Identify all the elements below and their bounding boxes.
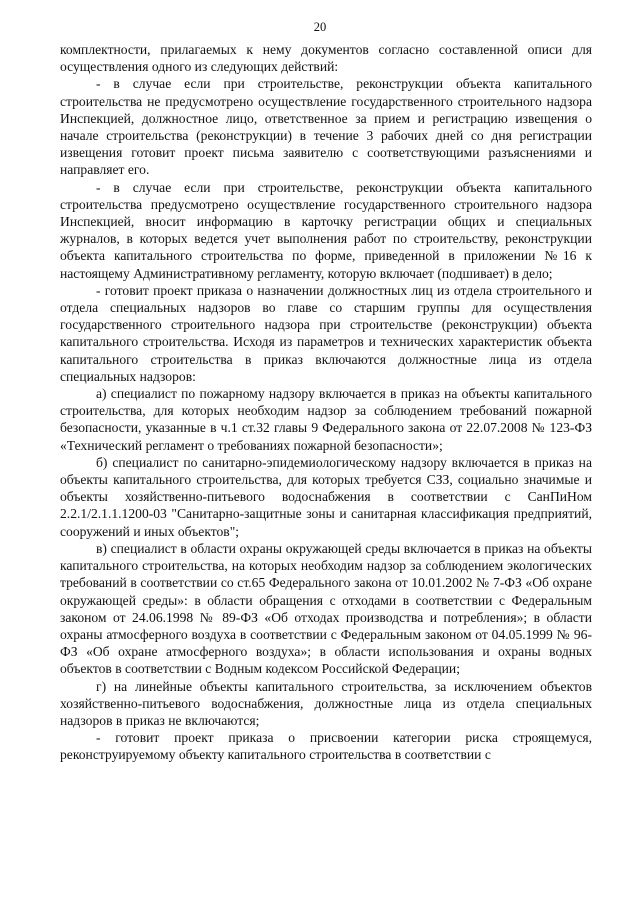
document-body — [60, 41, 592, 764]
paragraph-fire-specialist: а) специалист по пожарному надзору включается в приказ на объекты капитального строительства, для которых необходим надзор за соблюдением требований пожарной безопасности, указанные в ч.1 ст.32 главы 9 Федерального закона от 22.07.2008 № 123-ФЗ «Технический регламент о требованиях пожарной безопасности»; — [60, 386, 592, 453]
page-number: 20 — [313, 20, 327, 34]
paragraph-risk-category: - готовит проект приказа о присвоении категории риска строящемуся, реконструируемому объекту капитального строительства в соответствии с — [60, 730, 592, 763]
paragraph-supervision-registration: - в случае если при строительстве, реконструкции объекта капитального строительства предусмотрено осуществление государственного строительного надзора Инспекцией, вносит информацию в карточку регистрации общих и специальных журналов, в которых ведется учет выполнения работ по строительству, реконструкции объекта капитального строительства по форме, приведенной в приложении №16 к настоящему Административному регламенту, которую включает (подшивает) в дело; — [60, 179, 592, 281]
paragraph-linear-objects: г) на линейные объекты капитального строительства, за исключением объектов хозяйственно-питьевого водоснабжения, должностные лица из отдела специальных надзоров в приказ не включаются; — [60, 678, 592, 728]
paragraph-order-draft: - готовит проект приказа о назначении должностных лиц из отдела строительного и отдела специальных надзоров во главе со старшим группы для осуществления государственного строительного надзора при строительстве (реконструкции) объекта капитального строительства. Исходя из параметров и технических характеристик объекта капитального строительства в приказ включаются должностные лица из отдела специальных надзоров: — [60, 282, 592, 384]
paragraph-sanitary-specialist: б) специалист по санитарно-эпидемиологическому надзору включается в приказ на объекты капитального строительства, для которых требуется СЗЗ, социально значимые и объекты хозяйственно-питьевого водоснабжения в соответствии с СанПиНом 2.2.1/2.1.1.1200-03 "Санитарно-защитные зоны и санитарная классификация предприятий, сооружений и иных объектов"; — [60, 454, 592, 539]
paragraph-environment-specialist: в) специалист в области охраны окружающей среды включается в приказ на объекты капитального строительства, на которых необходим надзор за соблюдением экологических требований в соответствии со ст.65 Федерального закона от 10.01.2002 № 7-ФЗ «Об охране окружающей среды»: в области обращения с отходами в соответствии с Федеральным законом от 24.06.1998 № 89-ФЗ «Об отходах производства и потребления»; в области охраны атмосферного воздуха в соответствии с Федеральным законом от 04.05.1999 № 96-ФЗ «Об охране атмосферного воздуха»; в области использования и охраны водных объектов в соответствии с Водным кодексом Российской Федерации; — [60, 540, 592, 677]
paragraph-continuation: комплектности, прилагаемых к нему документов согласно составленной описи для осуществления одного из следующих действий: — [60, 42, 592, 75]
paragraph-no-supervision: - в случае если при строительстве, реконструкции объекта капитального строительства не предусмотрено осуществление государственного строительного надзора Инспекцией, должностное лицо, ответственное за прием и регистрацию извещения о начале строительства (реконструкции) в течение 3 рабочих дней со дня регистрации извещения готовит проект письма заявителю с соответствующими разъяснениями и направляет его. — [60, 76, 592, 178]
